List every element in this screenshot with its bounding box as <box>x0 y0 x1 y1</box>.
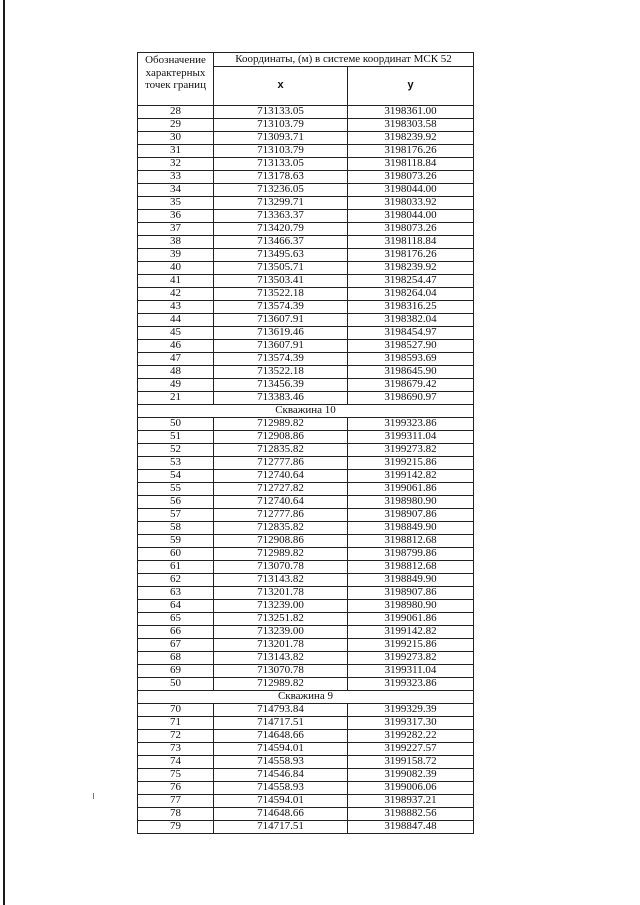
y-cell: 3198044.00 <box>348 184 474 197</box>
y-cell: 3198799.86 <box>348 548 474 561</box>
y-cell: 3198454.97 <box>348 327 474 340</box>
table-row <box>138 665 474 678</box>
table-row <box>138 613 474 626</box>
x-cell: 713070.78 <box>214 561 348 574</box>
x-cell: 713456.39 <box>214 379 348 392</box>
table-row <box>138 106 474 119</box>
table-row <box>138 769 474 782</box>
point-id-cell: 70 <box>138 704 214 717</box>
table-row <box>138 145 474 158</box>
x-cell: 712835.82 <box>214 522 348 535</box>
table-row <box>138 392 474 405</box>
table-row <box>138 444 474 457</box>
table-row <box>138 795 474 808</box>
x-cell: 713383.46 <box>214 392 348 405</box>
point-id-cell: 59 <box>138 535 214 548</box>
x-cell: 713607.91 <box>214 340 348 353</box>
y-cell: 3198303.58 <box>348 119 474 132</box>
point-id-cell: 37 <box>138 223 214 236</box>
table-row <box>138 522 474 535</box>
point-id-cell: 67 <box>138 639 214 652</box>
x-cell: 713143.82 <box>214 652 348 665</box>
x-cell: 712777.86 <box>214 457 348 470</box>
point-id-cell: 53 <box>138 457 214 470</box>
point-id-cell: 61 <box>138 561 214 574</box>
table-row <box>138 548 474 561</box>
x-header: x <box>214 67 348 106</box>
point-id-cell: 60 <box>138 548 214 561</box>
x-cell: 713070.78 <box>214 665 348 678</box>
y-cell: 3198980.90 <box>348 600 474 613</box>
y-cell: 3198239.92 <box>348 262 474 275</box>
table-row <box>138 418 474 431</box>
point-id-cell: 66 <box>138 626 214 639</box>
section-row <box>138 405 474 418</box>
x-cell: 713239.00 <box>214 600 348 613</box>
x-cell: 713503.41 <box>214 275 348 288</box>
x-cell: 712989.82 <box>214 548 348 561</box>
coordinates-table <box>137 52 474 834</box>
table-row <box>138 379 474 392</box>
table-row <box>138 756 474 769</box>
y-cell: 3198907.86 <box>348 509 474 522</box>
y-cell: 3198264.04 <box>348 288 474 301</box>
table-row <box>138 353 474 366</box>
point-id-cell: 45 <box>138 327 214 340</box>
x-cell: 712740.64 <box>214 496 348 509</box>
x-cell: 712835.82 <box>214 444 348 457</box>
y-cell: 3198316.25 <box>348 301 474 314</box>
table-row <box>138 561 474 574</box>
y-cell: 3198044.00 <box>348 210 474 223</box>
point-id-cell: 50 <box>138 418 214 431</box>
y-cell: 3199006.06 <box>348 782 474 795</box>
point-id-cell: 79 <box>138 821 214 834</box>
point-id-cell: 50 <box>138 678 214 691</box>
y-cell: 3199061.86 <box>348 613 474 626</box>
point-id-cell: 68 <box>138 652 214 665</box>
point-id-cell: 76 <box>138 782 214 795</box>
scan-edge-line <box>3 0 5 905</box>
point-id-cell: 42 <box>138 288 214 301</box>
header-row <box>138 53 474 67</box>
point-id-cell: 72 <box>138 730 214 743</box>
point-id-cell: 32 <box>138 158 214 171</box>
x-cell: 712908.86 <box>214 431 348 444</box>
point-id-cell: 31 <box>138 145 214 158</box>
x-cell: 712777.86 <box>214 509 348 522</box>
y-cell: 3199142.82 <box>348 470 474 483</box>
y-cell: 3199215.86 <box>348 457 474 470</box>
table-row <box>138 496 474 509</box>
point-id-cell: 39 <box>138 249 214 262</box>
table-row <box>138 184 474 197</box>
point-id-cell: 35 <box>138 197 214 210</box>
table-row <box>138 652 474 665</box>
y-cell: 3199273.82 <box>348 444 474 457</box>
point-id-cell: 44 <box>138 314 214 327</box>
section-title: Скважина 9 <box>138 691 474 704</box>
y-cell: 3198812.68 <box>348 561 474 574</box>
point-id-cell: 52 <box>138 444 214 457</box>
x-cell: 713363.37 <box>214 210 348 223</box>
point-id-cell: 36 <box>138 210 214 223</box>
y-cell: 3199273.82 <box>348 652 474 665</box>
point-id-cell: 75 <box>138 769 214 782</box>
y-cell: 3199082.39 <box>348 769 474 782</box>
y-cell: 3198849.90 <box>348 574 474 587</box>
table-row <box>138 821 474 834</box>
x-cell: 712989.82 <box>214 678 348 691</box>
table-row <box>138 431 474 444</box>
table-row <box>138 236 474 249</box>
table-row <box>138 470 474 483</box>
y-cell: 3198690.97 <box>348 392 474 405</box>
section-title: Скважина 10 <box>138 405 474 418</box>
y-cell: 3199227.57 <box>348 743 474 756</box>
point-id-cell: 38 <box>138 236 214 249</box>
x-cell: 713103.79 <box>214 145 348 158</box>
point-id-cell: 55 <box>138 483 214 496</box>
point-id-cell: 49 <box>138 379 214 392</box>
x-cell: 713522.18 <box>214 366 348 379</box>
point-id-cell: 46 <box>138 340 214 353</box>
point-id-cell: 51 <box>138 431 214 444</box>
x-cell: 713201.78 <box>214 639 348 652</box>
table-row <box>138 223 474 236</box>
x-cell: 713619.46 <box>214 327 348 340</box>
y-cell: 3198118.84 <box>348 236 474 249</box>
y-cell: 3198645.90 <box>348 366 474 379</box>
y-cell: 3198254.47 <box>348 275 474 288</box>
y-header: y <box>348 67 474 106</box>
y-cell: 3198849.90 <box>348 522 474 535</box>
y-cell: 3198073.26 <box>348 171 474 184</box>
table-row <box>138 535 474 548</box>
x-cell: 713522.18 <box>214 288 348 301</box>
x-cell: 714717.51 <box>214 717 348 730</box>
point-id-cell: 73 <box>138 743 214 756</box>
point-id-cell: 33 <box>138 171 214 184</box>
table-row <box>138 730 474 743</box>
y-cell: 3199323.86 <box>348 678 474 691</box>
coordinates-header: Координаты, (м) в системе координат МСК 52 <box>214 53 474 67</box>
x-cell: 712727.82 <box>214 483 348 496</box>
table-row <box>138 275 474 288</box>
table-row <box>138 626 474 639</box>
section-row <box>138 691 474 704</box>
x-cell: 714546.84 <box>214 769 348 782</box>
x-cell: 713133.05 <box>214 106 348 119</box>
y-cell: 3198176.26 <box>348 145 474 158</box>
y-cell: 3198847.48 <box>348 821 474 834</box>
scan-speck <box>93 793 94 799</box>
x-cell: 713299.71 <box>214 197 348 210</box>
x-cell: 714648.66 <box>214 808 348 821</box>
table-row <box>138 600 474 613</box>
x-cell: 713420.79 <box>214 223 348 236</box>
x-cell: 714594.01 <box>214 743 348 756</box>
y-cell: 3199282.22 <box>348 730 474 743</box>
x-cell: 713466.37 <box>214 236 348 249</box>
table-row <box>138 301 474 314</box>
x-cell: 713133.05 <box>214 158 348 171</box>
point-id-cell: 63 <box>138 587 214 600</box>
point-id-cell: 34 <box>138 184 214 197</box>
table-row <box>138 717 474 730</box>
point-id-cell: 64 <box>138 600 214 613</box>
y-cell: 3199311.04 <box>348 431 474 444</box>
y-cell: 3199158.72 <box>348 756 474 769</box>
point-id-cell: 56 <box>138 496 214 509</box>
table-row <box>138 704 474 717</box>
x-cell: 714594.01 <box>214 795 348 808</box>
table-row <box>138 158 474 171</box>
table-row <box>138 366 474 379</box>
table-row <box>138 288 474 301</box>
table-row <box>138 314 474 327</box>
point-id-cell: 54 <box>138 470 214 483</box>
table-row <box>138 782 474 795</box>
point-id-cell: 30 <box>138 132 214 145</box>
y-cell: 3198033.92 <box>348 197 474 210</box>
table-row <box>138 171 474 184</box>
point-id-cell: 74 <box>138 756 214 769</box>
y-cell: 3198937.21 <box>348 795 474 808</box>
x-cell: 712908.86 <box>214 535 348 548</box>
y-cell: 3198176.26 <box>348 249 474 262</box>
point-id-cell: 48 <box>138 366 214 379</box>
x-cell: 713178.63 <box>214 171 348 184</box>
x-cell: 713103.79 <box>214 119 348 132</box>
x-cell: 714558.93 <box>214 756 348 769</box>
table-row <box>138 743 474 756</box>
table-row <box>138 639 474 652</box>
point-id-cell: 69 <box>138 665 214 678</box>
y-cell: 3199142.82 <box>348 626 474 639</box>
point-id-cell: 77 <box>138 795 214 808</box>
x-cell: 713143.82 <box>214 574 348 587</box>
y-cell: 3198907.86 <box>348 587 474 600</box>
table-row <box>138 210 474 223</box>
y-cell: 3198118.84 <box>348 158 474 171</box>
x-cell: 714717.51 <box>214 821 348 834</box>
y-cell: 3198980.90 <box>348 496 474 509</box>
table-row <box>138 119 474 132</box>
table-row <box>138 574 474 587</box>
y-cell: 3199311.04 <box>348 665 474 678</box>
point-id-cell: 41 <box>138 275 214 288</box>
y-cell: 3198239.92 <box>348 132 474 145</box>
y-cell: 3198679.42 <box>348 379 474 392</box>
point-id-cell: 28 <box>138 106 214 119</box>
table-row <box>138 249 474 262</box>
y-cell: 3199329.39 <box>348 704 474 717</box>
point-id-cell: 43 <box>138 301 214 314</box>
point-id-cell: 65 <box>138 613 214 626</box>
x-cell: 713495.63 <box>214 249 348 262</box>
designation-header: Обозначение характерных точек границ <box>138 53 214 106</box>
table-row <box>138 262 474 275</box>
y-cell: 3199061.86 <box>348 483 474 496</box>
x-cell: 712740.64 <box>214 470 348 483</box>
table-row <box>138 509 474 522</box>
point-id-cell: 21 <box>138 392 214 405</box>
table-row <box>138 808 474 821</box>
y-cell: 3198812.68 <box>348 535 474 548</box>
x-cell: 713574.39 <box>214 301 348 314</box>
point-id-cell: 62 <box>138 574 214 587</box>
point-id-cell: 40 <box>138 262 214 275</box>
x-cell: 714793.84 <box>214 704 348 717</box>
x-cell: 713251.82 <box>214 613 348 626</box>
point-id-cell: 71 <box>138 717 214 730</box>
x-cell: 713236.05 <box>214 184 348 197</box>
y-cell: 3199323.86 <box>348 418 474 431</box>
y-cell: 3198593.69 <box>348 353 474 366</box>
point-id-cell: 57 <box>138 509 214 522</box>
y-cell: 3198382.04 <box>348 314 474 327</box>
y-cell: 3198073.26 <box>348 223 474 236</box>
y-cell: 3198882.56 <box>348 808 474 821</box>
y-cell: 3199215.86 <box>348 639 474 652</box>
x-cell: 713505.71 <box>214 262 348 275</box>
y-cell: 3198361.00 <box>348 106 474 119</box>
point-id-cell: 58 <box>138 522 214 535</box>
table-row <box>138 132 474 145</box>
table-row <box>138 457 474 470</box>
x-cell: 712989.82 <box>214 418 348 431</box>
table-row <box>138 483 474 496</box>
x-cell: 713239.00 <box>214 626 348 639</box>
table-row <box>138 340 474 353</box>
table-row <box>138 587 474 600</box>
y-cell: 3199317.30 <box>348 717 474 730</box>
table-row <box>138 327 474 340</box>
table-row <box>138 197 474 210</box>
x-cell: 713607.91 <box>214 314 348 327</box>
x-cell: 714558.93 <box>214 782 348 795</box>
point-id-cell: 29 <box>138 119 214 132</box>
x-cell: 713201.78 <box>214 587 348 600</box>
point-id-cell: 47 <box>138 353 214 366</box>
y-cell: 3198527.90 <box>348 340 474 353</box>
table-row <box>138 678 474 691</box>
x-cell: 713093.71 <box>214 132 348 145</box>
x-cell: 713574.39 <box>214 353 348 366</box>
point-id-cell: 78 <box>138 808 214 821</box>
x-cell: 714648.66 <box>214 730 348 743</box>
